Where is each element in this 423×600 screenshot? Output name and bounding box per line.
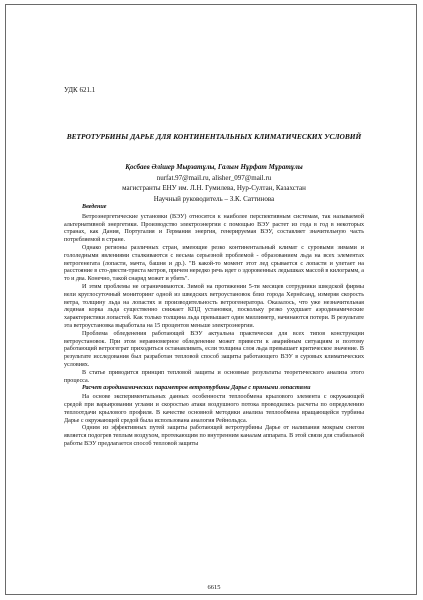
paragraph: Проблема обледенения работающей ВЭУ актуальна практически для всех типов конструкции ветроустановок. При этом неравномерное обледенение может привести к аварийным ситуациям и поэтому работающий ветрогеграт приходиться останавливать, если толщина слоя льда превышает критическое значение. В результате исследования был разработан тепловой способ защиты работающего ВЭУ в суровых климатических условиях. — [64, 330, 364, 368]
article-title: ВЕТРОТУРБИНЫ ДАРЬЕ ДЛЯ КОНТИНЕНТАЛЬНЫХ КЛИМАТИЧЕСКИХ УСЛОВИЙ — [66, 132, 362, 141]
author-affiliation: магистранты ЕНУ им. Л.Н. Гумилева, Нур-Султан, Казахстан — [122, 184, 306, 193]
scientific-supervisor: Научный руководитель – З.К. Саттинова — [153, 194, 275, 203]
section-heading: Введение — [82, 204, 107, 210]
document-page — [64, 0, 364, 600]
section-heading: Расчет аэродинамических параметров ветротурбины Дарье с прямыми лопастями — [82, 385, 311, 392]
author-emails: nurfat.97@mail.ru, alisher_097@mail.ru — [156, 173, 272, 182]
page-number: 6615 — [207, 584, 221, 591]
paragraph: Одним из эффективных путей защиты работающей ветротурбины Дарье от налипания мокрым снегом является подогрев теплым воздухом, протекающим по внутренним каналам аппарата. В этой связи для стабильной работы ВЭУ предлагается способ тепловой защиты — [64, 425, 364, 447]
author-block — [64, 162, 364, 204]
paragraph: На основе экспериментальных данных особенности теплообмена крылового элемента с окружающей средой при варьировании углами и скоростью атаки воздушного потока проводились расчеты по определению теплоотдачи крылового профиля. В качестве основной методики анализа теплообмена вращающейся турбины Дарье с окружающей средой была использована аналогия Рейнольдса. — [64, 394, 364, 424]
paragraph: В статье приводится принцип тепловой защиты и основные результаты теоретического анализа этого процесса. — [64, 369, 364, 384]
author-names: Қосбаев Әлішер Мырзатұлы, Галым Нұрфат Мұратұлы — [125, 163, 303, 171]
paragraph: Ветроэнергетические установки (ВЭУ) относятся к наиболее перспективным системам, так называемой альтернативной энергетики. Производство электроэнергии с помощью ВЭУ растет из года в год в некоторых странах, как Дания, Португалия и Германия энергия, генерируемая ВЭУ, составляет значительную часть потребляемой в стране. — [64, 213, 364, 244]
paragraph: Однако регионы различных стран, имеющие резко континентальный климат с суровыми зимами и гололедными явлениями сталкиваются с весьма серьезной проблемой - образованием льда на всех элементах ветрогенегата (лопасти, мачта, башня и др.). "В какой-то момент этот лед срывается с лопасти и улетает на расстояние в сто-двести-триста метров, причем нередко речь идет о здоровенных ледышках массой в килограмм, а то и два. Конечно, такой снаряд может и убить". — [64, 244, 364, 283]
article-body — [64, 204, 364, 449]
paragraph: И этим проблемы не ограничиваются. Зимой на протяжении 5-ти месяцев сотрудники шведской фирмы вели круглосуточный мониторинг одной из шведских ветроустановок близ города Хернёсанд, измеряя скорость ветра, толщину льда на лопастях и производительность ветрогенератора. Оказалось, что уже незначительная ледяная корка льда существенно снижает КПД установки, поскольку резко ухудшает аэродинамические характеристики лопастей. Как только толщина льда превышает один миллиметр, начинаются потери. В результате эта ветроустановка выработала на 15 процентов меньше электроэнергии. — [64, 283, 364, 329]
udk-code: УДК 621.1 — [64, 86, 96, 94]
